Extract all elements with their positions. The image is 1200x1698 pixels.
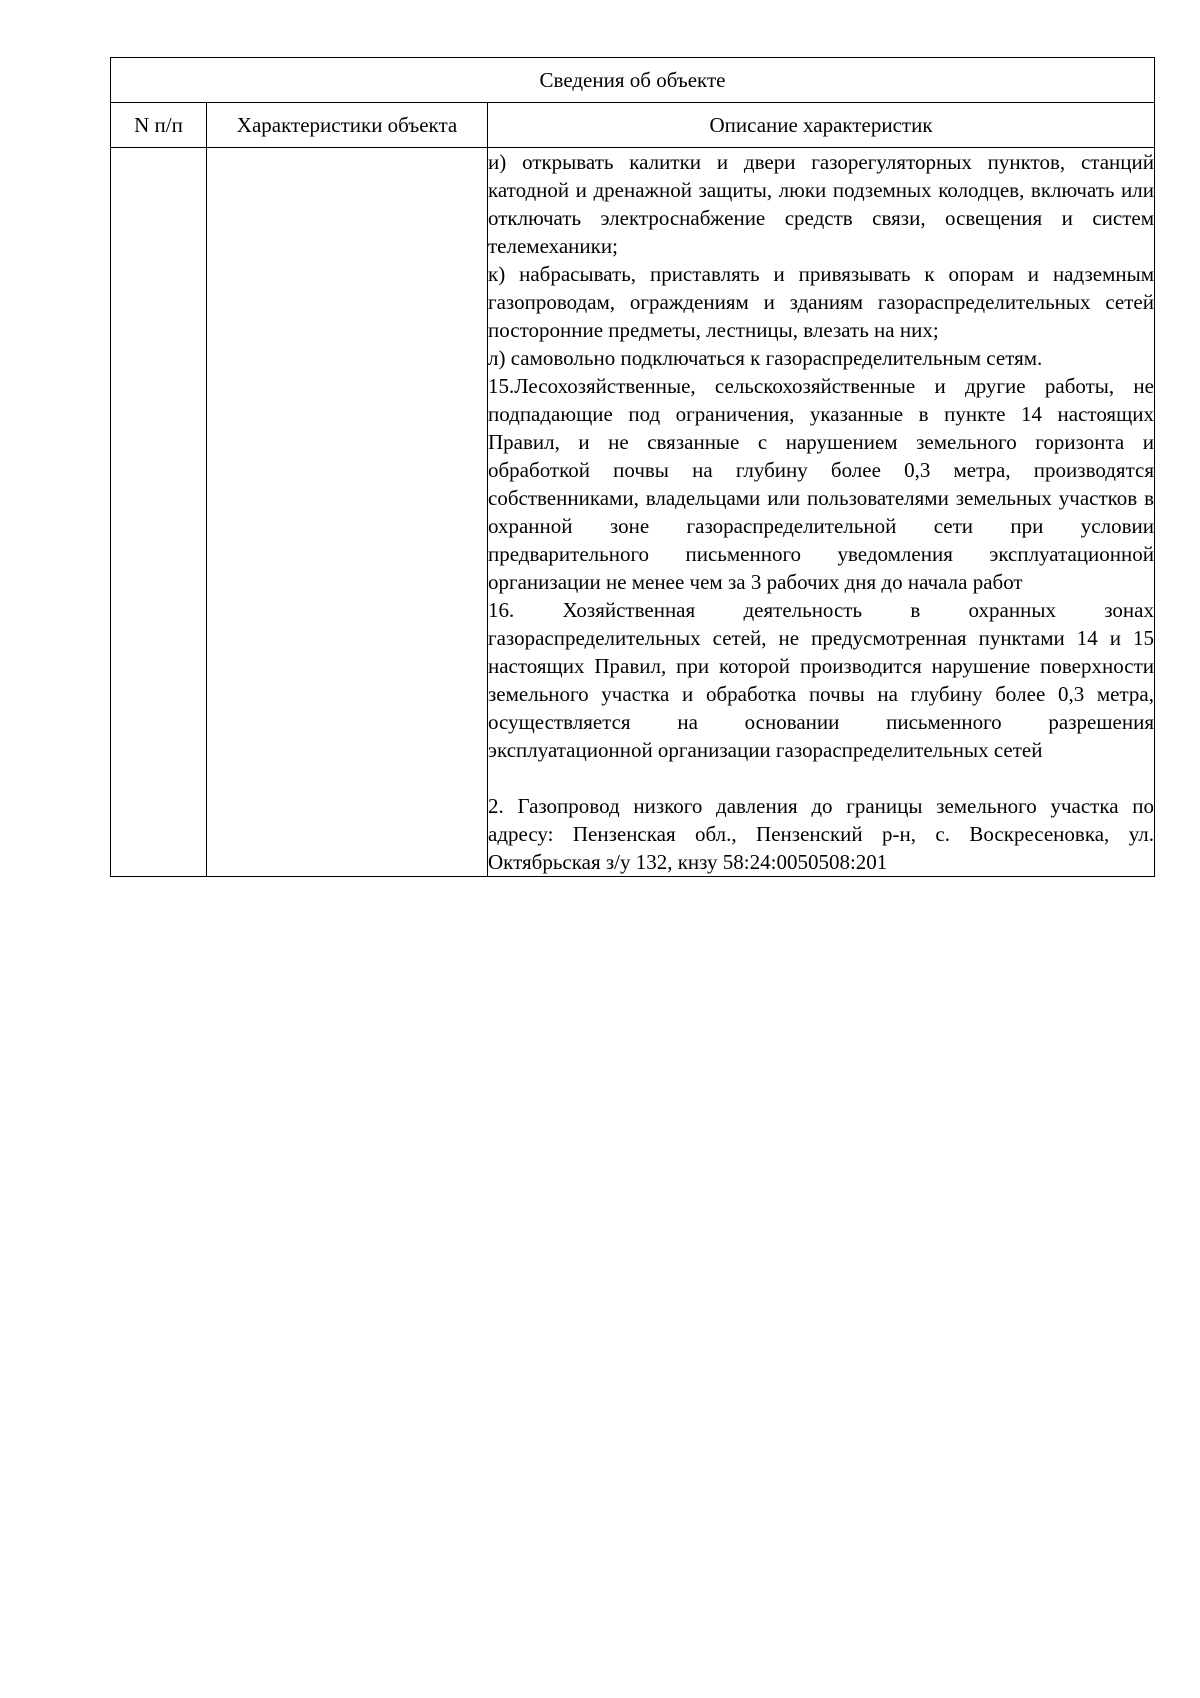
- row-description-cell: [488, 148, 1155, 877]
- description-paragraph-16: 16. Хозяйственная деятельность в охранных зонах газораспределительных сетей, не предусмотренная пунктами 14 и 15 настоящих Правил, при которой производится нарушение поверхности земельного участка и обработка почвы на глубину более 0,3 метра, осуществляется на основании письменного разрешения эксплуатационной организации газораспределительных сетей: [488, 598, 1154, 762]
- description-paragraph-gas-pipeline: 2. Газопровод низкого давления до границы земельного участка по адресу: Пензенская обл., Пензенский р-н, с. Воскресеновка, ул. Октябрьская з/у 132, кнзу 58:24:0050508:201: [488, 794, 1154, 874]
- table-title-row: [111, 58, 1155, 103]
- header-description: Описание характеристик: [488, 103, 1155, 148]
- description-paragraph-l: л) самовольно подключаться к газораспределительным сетям.: [488, 346, 1043, 370]
- row-characteristics-cell: [207, 148, 488, 877]
- description-paragraph-i: и) открывать калитки и двери газорегуляторных пунктов, станций катодной и дренажной защиты, люки подземных колодцев, включать или отключать электроснабжение средств связи, освещения и систем телемеханики;: [488, 150, 1154, 258]
- header-num: N п/п: [111, 103, 207, 148]
- description-paragraph-k: к) набрасывать, приставлять и привязывать к опорам и надземным газопроводам, ограждениям и зданиям газораспределительных сетей посторонние предметы, лестницы, влезать на них;: [488, 262, 1154, 342]
- table-title: Сведения об объекте: [111, 58, 1155, 103]
- description-paragraph-15: 15.Лесохозяйственные, сельскохозяйственные и другие работы, не подпадающие под ограничения, указанные в пункте 14 настоящих Правил, и не связанные с нарушением земельного горизонта и обработкой почвы на глубину более 0,3 метра, производятся собственниками, владельцами или пользователями земельных участков в охранной зоне газораспределительной сети при условии предварительного письменного уведомления эксплуатационной организации не менее чем за 3 рабочих дня до начала работ: [488, 374, 1154, 594]
- table-row: [111, 148, 1155, 877]
- header-characteristics: Характеристики объекта: [207, 103, 488, 148]
- row-num-cell: [111, 148, 207, 877]
- object-info-table: [110, 57, 1155, 877]
- table-header-row: [111, 103, 1155, 148]
